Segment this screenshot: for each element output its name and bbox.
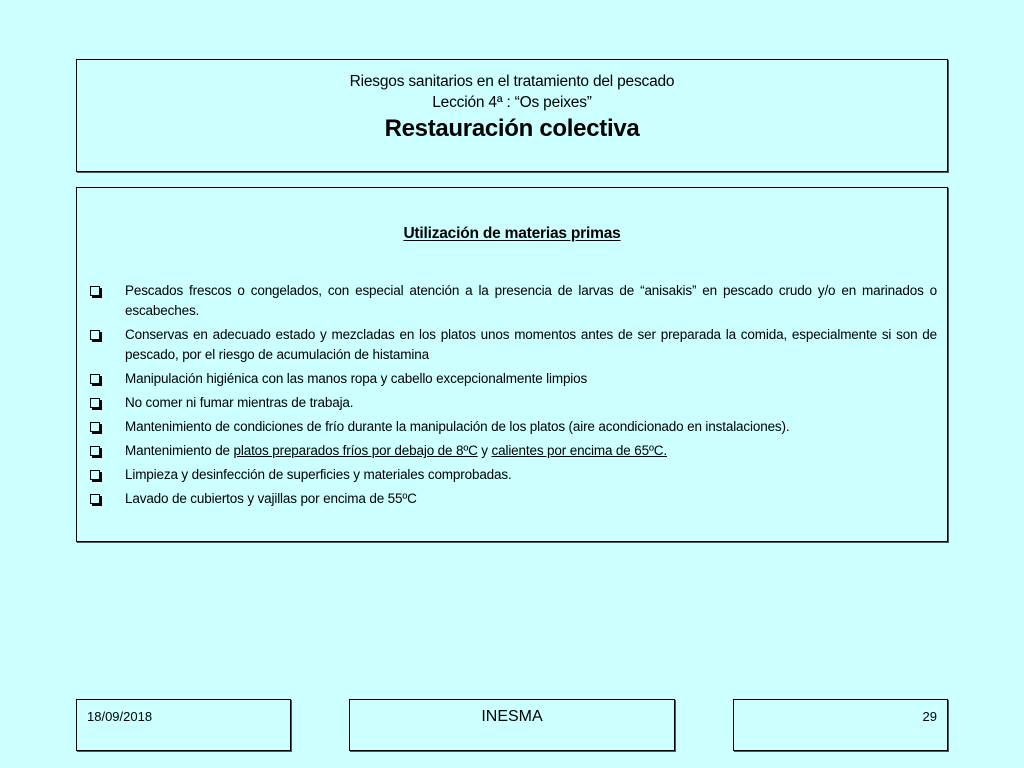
checkbox-bullet-icon <box>90 330 100 340</box>
underlined-text: platos preparados fríos por debajo de 8ºC <box>233 443 478 458</box>
list-item <box>87 417 937 437</box>
bullet-text: Pescados frescos o congelados, con especial atención a la presencia de larvas de “anisakis” en pescado crudo y/o en marinados o escabeches. <box>125 283 937 318</box>
checkbox-bullet-icon <box>90 374 100 384</box>
bullet-text: y <box>477 443 492 458</box>
list-item <box>87 441 937 461</box>
checkbox-bullet-icon <box>90 422 100 432</box>
bullet-text: Conservas en adecuado estado y mezcladas en los platos unos momentos antes de ser preparada la comida, especialmente si son de pescado, por el riesgo de acumulación de histamina <box>125 327 937 362</box>
slide-header <box>76 59 948 172</box>
footer-date: 18/09/2018 <box>87 709 153 724</box>
header-line-1: Riesgos sanitarios en el tratamiento del pescado <box>349 73 675 90</box>
checkbox-bullet-icon <box>90 446 100 456</box>
footer-center-box <box>349 699 675 751</box>
page-number: 29 <box>922 709 937 724</box>
header-line-2: Lección 4ª : “Os peixes” <box>432 94 592 111</box>
bullet-text: No comer ni fumar mientras de trabaja. <box>125 395 354 410</box>
footer-organization: INESMA <box>481 708 543 725</box>
list-item <box>87 465 937 485</box>
list-item <box>87 325 937 365</box>
slide-title: Restauración colectiva <box>384 115 640 142</box>
checkbox-bullet-icon <box>90 398 100 408</box>
checkbox-bullet-icon <box>90 494 100 504</box>
bullet-text: Manipulación higiénica con las manos ropa y cabello excepcionalmente limpios <box>125 371 588 386</box>
footer-date-box <box>76 699 291 751</box>
bullet-text: Mantenimiento de condiciones de frío durante la manipulación de los platos (aire acondicionado en instalaciones). <box>125 419 790 434</box>
bullet-list <box>87 281 937 513</box>
bullet-text: Limpieza y desinfección de superficies y materiales comprobadas. <box>125 467 512 482</box>
section-subtitle: Utilización de materias primas <box>403 225 621 242</box>
list-item <box>87 393 937 413</box>
list-item <box>87 369 937 389</box>
content-box <box>76 187 948 542</box>
underlined-text: calientes por encima de 65ºC. <box>491 443 667 458</box>
checkbox-bullet-icon <box>90 470 100 480</box>
footer-page-box <box>733 699 948 751</box>
bullet-text: Mantenimiento de <box>125 443 234 458</box>
bullet-text: Lavado de cubiertos y vajillas por encima de 55ºC <box>125 491 417 506</box>
checkbox-bullet-icon <box>90 286 100 296</box>
list-item <box>87 489 937 509</box>
list-item <box>87 281 937 321</box>
